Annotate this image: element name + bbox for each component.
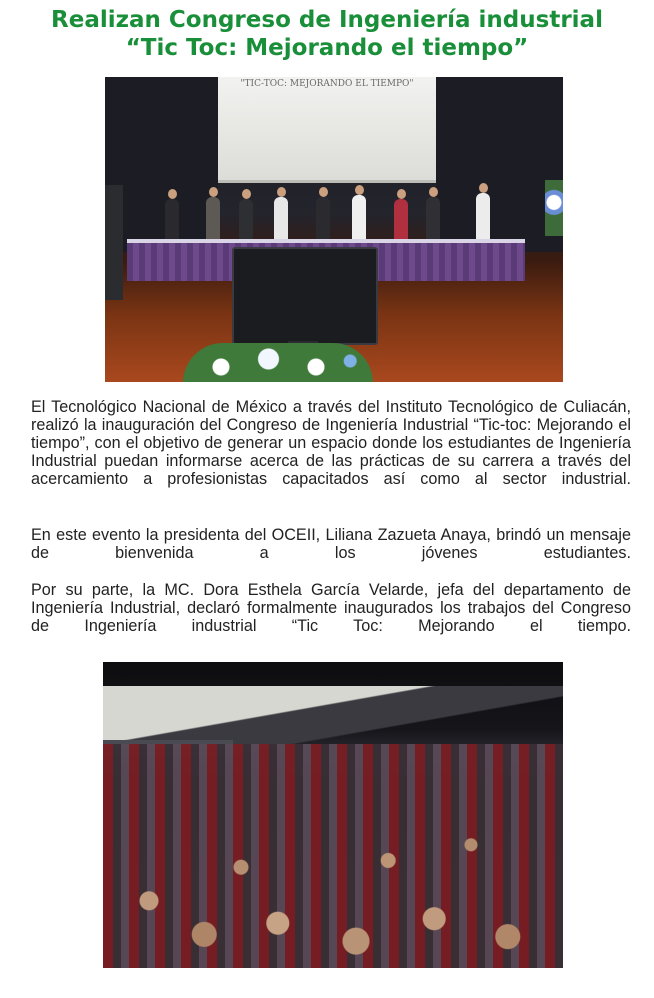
person-head: [479, 183, 488, 193]
person: [165, 199, 179, 241]
person-head: [355, 185, 364, 195]
person-head: [209, 187, 218, 197]
person-head: [242, 189, 251, 199]
honor-guard-figure: [105, 185, 123, 300]
audience-crowd: [103, 744, 563, 968]
audience-photo: [103, 662, 563, 968]
bouquet: [545, 180, 563, 236]
person: [206, 197, 220, 241]
paragraph-2: En este evento la presidenta del OCEII, Liliana Zazueta Anaya, brindó un mensaje de bienvenida a los jóvenes estudiantes.: [31, 526, 631, 562]
paragraph-3: Por su parte, la MC. Dora Esthela García Velarde, jefa del departamento de Ingeniería Industrial, declaró formalmente inaugurados los trabajos del Congreso de Ingeniería industrial “Tic Toc: Mejorando el tiempo.: [31, 581, 631, 635]
person: [352, 195, 366, 241]
title-line-2: “Tic Toc: Mejorando el tiempo”: [125, 35, 529, 61]
monitor: [232, 247, 378, 345]
title-line-1: Realizan Congreso de Ingeniería industrial: [51, 7, 603, 33]
person-head: [319, 187, 328, 197]
person: [316, 197, 330, 241]
person: [239, 199, 253, 241]
paragraph-1: El Tecnológico Nacional de México a través del Instituto Tecnológico de Culiacán, realizó la inauguración del Congreso de Ingeniería Industrial “Tic-toc: Mejorando el tiempo”, con el objetivo de generar un espacio donde los estudiantes de Ingeniería Industrial puedan informarse acerca de las prácticas de su carrera a través del acercamiento a profesionistas capacitados así como al sector industrial.: [31, 398, 631, 488]
person: [394, 199, 408, 241]
person-head: [277, 187, 286, 197]
page-title: [0, 6, 654, 62]
person-head: [168, 189, 177, 199]
person-head: [429, 187, 438, 197]
screen-text: "TIC-TOC: MEJORANDO EL TIEMPO": [240, 79, 414, 89]
person: [274, 197, 288, 241]
person-head: [397, 189, 406, 199]
curtain-right: [436, 77, 563, 252]
person: [476, 193, 490, 241]
flower-arrangement: [183, 343, 373, 382]
projection-screen: [218, 77, 436, 183]
person: [426, 197, 440, 241]
stage-photo: [105, 77, 563, 382]
